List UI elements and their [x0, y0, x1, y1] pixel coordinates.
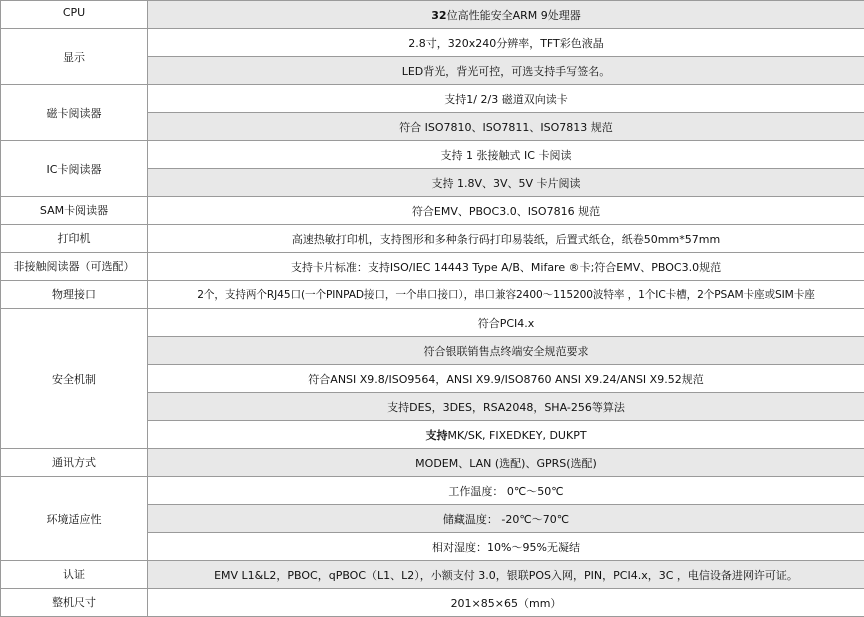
row-magcard-1 — [1, 85, 864, 113]
value-contactless: 支持卡片标准：支持ISO/IEC 14443 Type A/B、Mifare ®卡;符合EMV、PBOC3.0规范 — [148, 253, 864, 281]
row-interface — [1, 281, 864, 309]
value-display-2: LED背光，背光可控，可选支持手写签名。 — [148, 57, 864, 85]
value-cpu — [148, 1, 864, 29]
value-env-2: 储藏温度： -20℃～70℃ — [148, 505, 864, 533]
row-iccard-1 — [1, 141, 864, 169]
value-size: 201×85×65（mm） — [148, 589, 864, 617]
value-security-5 — [148, 421, 864, 449]
row-size — [1, 589, 864, 617]
security-bold-text: 支持 — [425, 428, 448, 442]
value-magcard-2: 符合 ISO7810、ISO7811、ISO7813 规范 — [148, 113, 864, 141]
row-cpu — [1, 1, 864, 29]
label-cert: 认证 — [1, 561, 148, 589]
label-environment: 环境适应性 — [1, 477, 148, 561]
label-iccard: IC卡阅读器 — [1, 141, 148, 197]
value-cert: EMV L1&L2，PBOC，qPBOC（L1、L2），小额支付 3.0，银联POS入网，PIN，PCI4.x，3C ，电信设备进网许可证。 — [148, 561, 864, 589]
label-comm: 通讯方式 — [1, 449, 148, 477]
label-size: 整机尺寸 — [1, 589, 148, 617]
value-security-4: 支持DES，3DES，RSA2048，SHA-256等算法 — [148, 393, 864, 421]
label-sam: SAM卡阅读器 — [1, 197, 148, 225]
row-contactless — [1, 253, 864, 281]
value-security-1: 符合PCI4.x — [148, 309, 864, 337]
value-iccard-1: 支持 1 张接触式 IC 卡阅读 — [148, 141, 864, 169]
row-display-1 — [1, 29, 864, 57]
value-printer: 高速热敏打印机，支持图形和多种条行码打印易装纸，后置式纸仓，纸卷50mm*57mm — [148, 225, 864, 253]
value-magcard-1: 支持1/ 2/3 磁道双向读卡 — [148, 85, 864, 113]
label-cpu: CPU — [1, 1, 148, 29]
value-sam: 符合EMV、PBOC3.0、ISO7816 规范 — [148, 197, 864, 225]
row-sam — [1, 197, 864, 225]
value-env-3: 相对湿度：10%～95%无凝结 — [148, 533, 864, 561]
row-env-1 — [1, 477, 864, 505]
value-env-1: 工作温度： 0℃～50℃ — [148, 477, 864, 505]
label-contactless: 非接触阅读器（可选配） — [1, 253, 148, 281]
cpu-text: 位高性能安全ARM 9处理器 — [446, 8, 581, 22]
label-security: 安全机制 — [1, 309, 148, 449]
label-magcard: 磁卡阅读器 — [1, 85, 148, 141]
row-cert — [1, 561, 864, 589]
label-printer: 打印机 — [1, 225, 148, 253]
cpu-bold-text: 32 — [431, 8, 447, 22]
value-display-1: 2.8寸，320x240分辨率，TFT彩色液晶 — [148, 29, 864, 57]
label-interface: 物理接口 — [1, 281, 148, 309]
row-printer — [1, 225, 864, 253]
row-security-1 — [1, 309, 864, 337]
row-comm — [1, 449, 864, 477]
label-display: 显示 — [1, 29, 148, 85]
value-interface: 2个，支持两个RJ45口(一个PINPAD接口，一个串口接口），串口兼容2400～115200波特率 ，1个IC卡槽，2个PSAM卡座或SIM卡座 — [148, 281, 864, 309]
security-text: MK/SK, FIXEDKEY, DUKPT — [447, 428, 587, 442]
value-security-2: 符合银联销售点终端安全规范要求 — [148, 337, 864, 365]
value-security-3: 符合ANSI X9.8/ISO9564，ANSI X9.9/ISO8760 ANSI X9.24/ANSI X9.52规范 — [148, 365, 864, 393]
value-iccard-2: 支持 1.8V、3V、5V 卡片阅读 — [148, 169, 864, 197]
value-comm: MODEM、LAN (选配)、GPRS(选配) — [148, 449, 864, 477]
